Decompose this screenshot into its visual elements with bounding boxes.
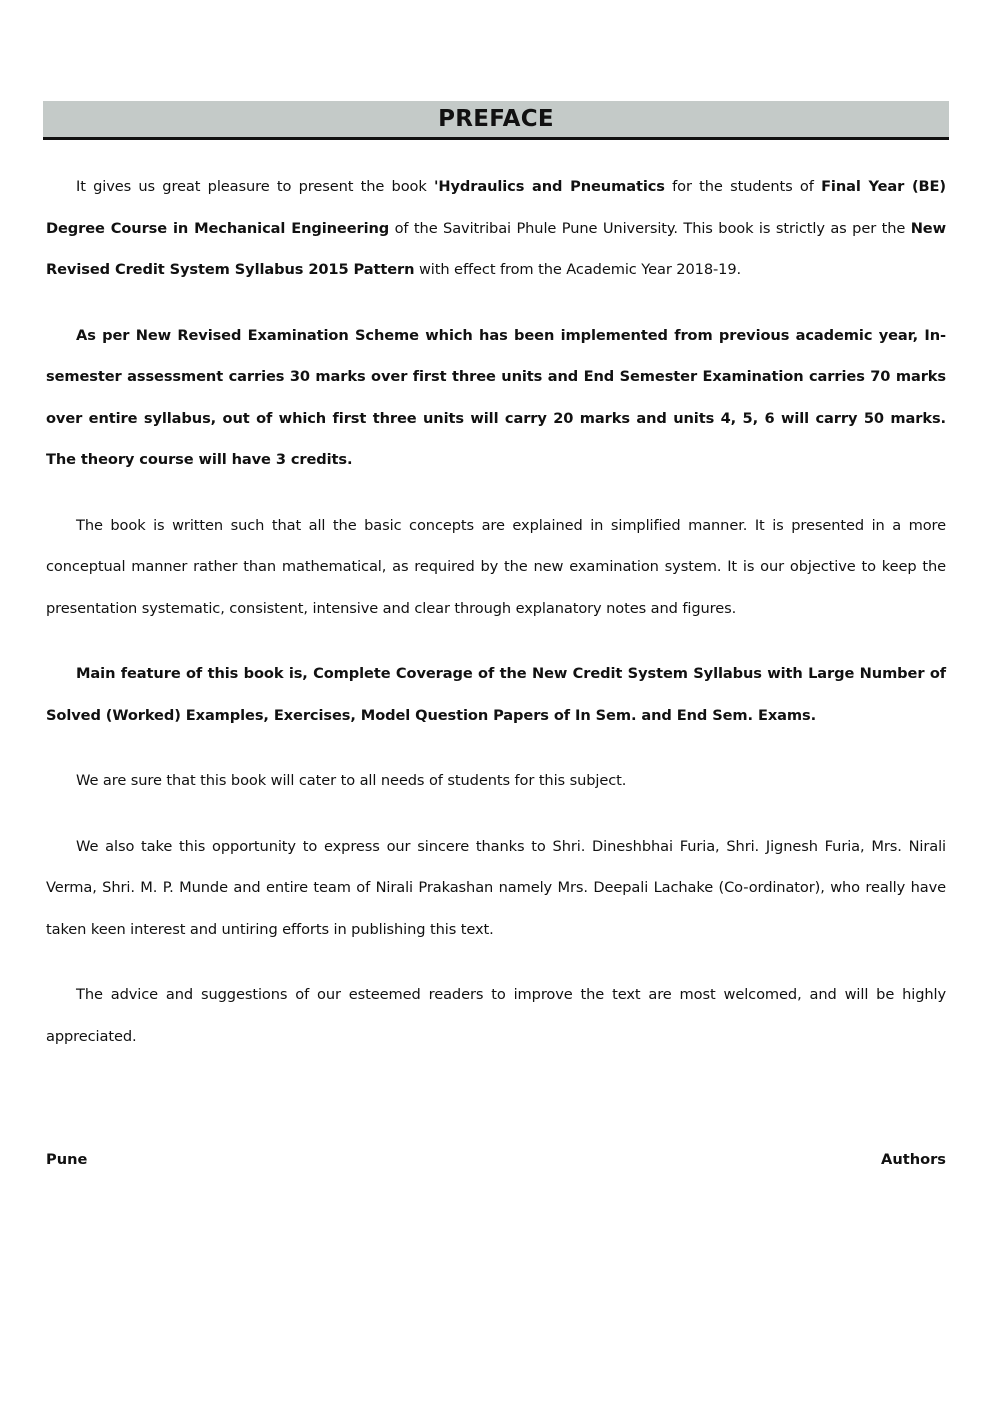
intro-text-4: with effect from the Academic Year 2018-19.	[414, 261, 742, 278]
paragraph-needs: We are sure that this book will cater to all needs of students for this subject.	[76, 772, 627, 789]
paragraph-exam-scheme: As per New Revised Examination Scheme which has been implemented from previous academic year, In-semester assessment carries 30 marks over first three units and End Semester Examination carries 70 marks over entire syllabus, out of which first three units will carry 20 marks and units 4, 5, 6 will carry 50 marks. The theory course will have 3 credits.	[46, 326, 946, 468]
course-name: Final Year (BE) Degree Course in Mechanical Engineering	[46, 178, 946, 237]
book-title: 'Hydraulics and Pneumatics	[434, 178, 665, 195]
intro-text-2: for the students of	[664, 178, 822, 195]
preface-body	[46, 166, 946, 1081]
paragraph-main-feature: Main feature of this book is, Complete Coverage of the New Credit System Syllabus with Large Number of Solved (Worked) Examples, Exercises, Model Question Papers of In Sem. and End Sem. Exams.	[46, 665, 946, 724]
title-bar	[43, 101, 949, 140]
paragraph-intro	[46, 166, 946, 291]
paragraph-approach: The book is written such that all the basic concepts are explained in simplified manner. It is presented in a more conceptual manner rather than mathematical, as required by the new examination system. It is our objective to keep the presentation systematic, consistent, intensive and clear through explanatory notes and figures.	[46, 516, 946, 617]
footer-authors: Authors	[881, 1151, 946, 1168]
syllabus-name: New Revised Credit System Syllabus 2015 Pattern	[46, 219, 946, 278]
paragraph-thanks: We also take this opportunity to express our sincere thanks to Shri. Dineshbhai Furia, Shri. Jignesh Furia, Mrs. Nirali Verma, Shri. M. P. Munde and entire team of Nirali Prakashan namely Mrs. Deepali Lachake (Co-ordinator), who really have taken keen interest and untiring efforts in publishing this text.	[46, 837, 946, 938]
intro-text-3: of the Savitribai Phule Pune University. This book is strictly as per the	[389, 219, 911, 237]
page-title: PREFACE	[438, 106, 554, 132]
signature-footer	[46, 1151, 946, 1168]
footer-place: Pune	[46, 1151, 88, 1168]
paragraph-advice: The advice and suggestions of our esteemed readers to improve the text are most welcomed, and will be highly appreciated.	[46, 986, 946, 1045]
intro-text-1: It gives us great pleasure to present the book	[76, 178, 434, 195]
